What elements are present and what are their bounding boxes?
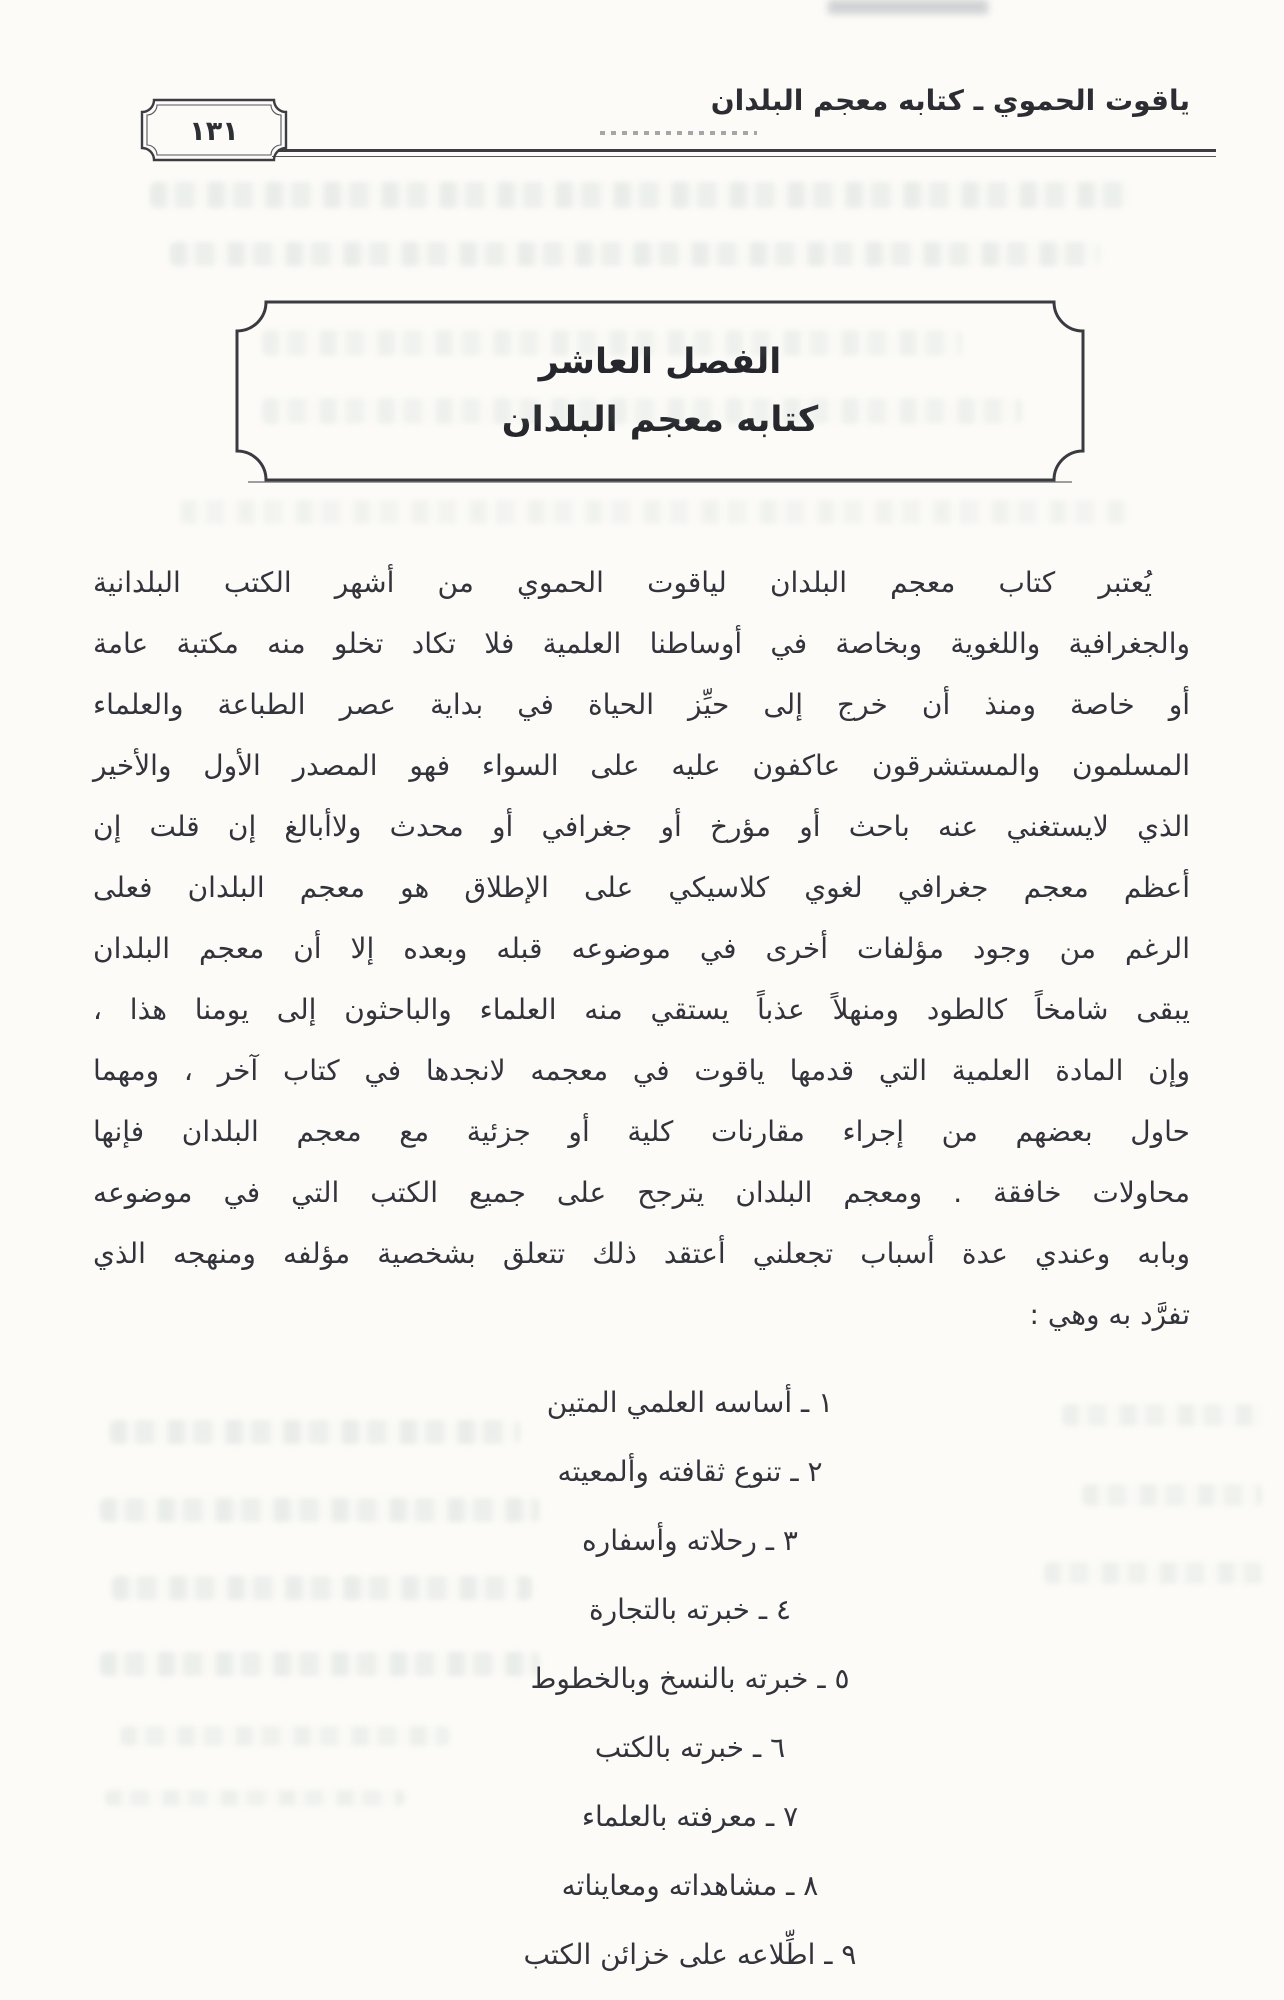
feature-list	[300, 1368, 1200, 1989]
scan-smudge	[828, 0, 988, 14]
chapter-title-box	[234, 299, 1086, 483]
running-title: ياقوت الحموي ـ كتابه معجم البلدان	[710, 84, 1190, 117]
chapter-title: الفصل العاشر	[538, 342, 782, 382]
list-item: ٧ ـ معرفته بالعلماء	[581, 1800, 799, 1833]
paragraph-line: وإن المادة العلمية التي قدمها ياقوت في معجمه لانجدها في كتاب آخر ، ومهما	[93, 1054, 1190, 1087]
list-item: ٩ ـ اطِّلاعه على خزائن الكتب	[523, 1938, 857, 1971]
list-item: ٥ ـ خبرته بالنسخ وبالخطوط	[530, 1662, 850, 1695]
paragraph-line: يبقى شامخاً كالطود ومنهلاً عذباً يستقي منه العلماء والباحثون إلى يومنا هذا ،	[93, 993, 1190, 1026]
paragraph-line: الذي لايستغني عنه باحث أو مؤرخ أو جغرافي أو محدث ولاأبالغ إن قلت إن	[93, 810, 1190, 843]
list-item: ٦ ـ خبرته بالكتب	[594, 1731, 786, 1764]
list-item: ١ ـ أساسه العلمي المتين	[546, 1386, 834, 1419]
paragraph-line: الرغم من وجود مؤلفات أخرى في موضوعه قبله وبعده إلا أن معجم البلدان	[93, 932, 1190, 965]
bleed-through-line	[262, 398, 1022, 424]
paragraph-line: المسلمون والمستشرقون عاكفون عليه على السواء فهو المصدر الأول والأخير	[93, 749, 1190, 782]
paragraph-line: محاولات خافقة . ومعجم البلدان يترجح على جميع الكتب التي في موضوعه	[93, 1176, 1190, 1209]
paragraph-line: وبابه وعندي عدة أسباب تجعلني أعتقد ذلك تتعلق بشخصية مؤلفه ومنهجه الذي	[93, 1237, 1190, 1270]
header-rule-thick	[278, 149, 1216, 152]
paragraph-line: أو خاصة ومنذ أن خرج إلى حيِّز الحياة في بداية عصر الطباعة والعلماء	[93, 688, 1190, 721]
list-item: ٨ ـ مشاهداته ومعايناته	[561, 1869, 819, 1902]
page-number: ١٣١	[189, 115, 239, 147]
bleed-through-line	[180, 500, 1130, 524]
list-item: ٤ ـ خبرته بالتجارة	[588, 1593, 792, 1626]
chapter-subtitle: كتابه معجم البلدان	[501, 400, 819, 440]
header-dashes-decoration	[600, 131, 757, 135]
header-rule-thin	[272, 156, 1216, 157]
paragraph-line: تفرَّد به وهي :	[1029, 1298, 1190, 1331]
main-paragraph	[93, 552, 1190, 1345]
list-item: ٢ ـ تنوع ثقافته وألمعيته	[557, 1455, 823, 1488]
list-item: ٣ ـ رحلاته وأسفاره	[582, 1524, 798, 1557]
bleed-through-line	[170, 242, 1100, 266]
paragraph-line: حاول بعضهم من إجراء مقارنات كلية أو جزئية مع معجم البلدان فإنها	[93, 1115, 1190, 1148]
page-number-plaque	[140, 98, 288, 162]
bleed-through-line	[150, 182, 1130, 208]
paragraph-line: أعظم معجم جغرافي لغوي كلاسيكي على الإطلاق هو معجم البلدان فعلى	[93, 871, 1190, 904]
paragraph-line: يُعتبر كتاب معجم البلدان لياقوت الحموي من أشهر الكتب البلدانية	[93, 566, 1152, 599]
bleed-through-line	[262, 330, 962, 356]
paragraph-line: والجغرافية واللغوية وبخاصة في أوساطنا العلمية فلا تكاد تخلو منه مكتبة عامة	[93, 627, 1190, 660]
